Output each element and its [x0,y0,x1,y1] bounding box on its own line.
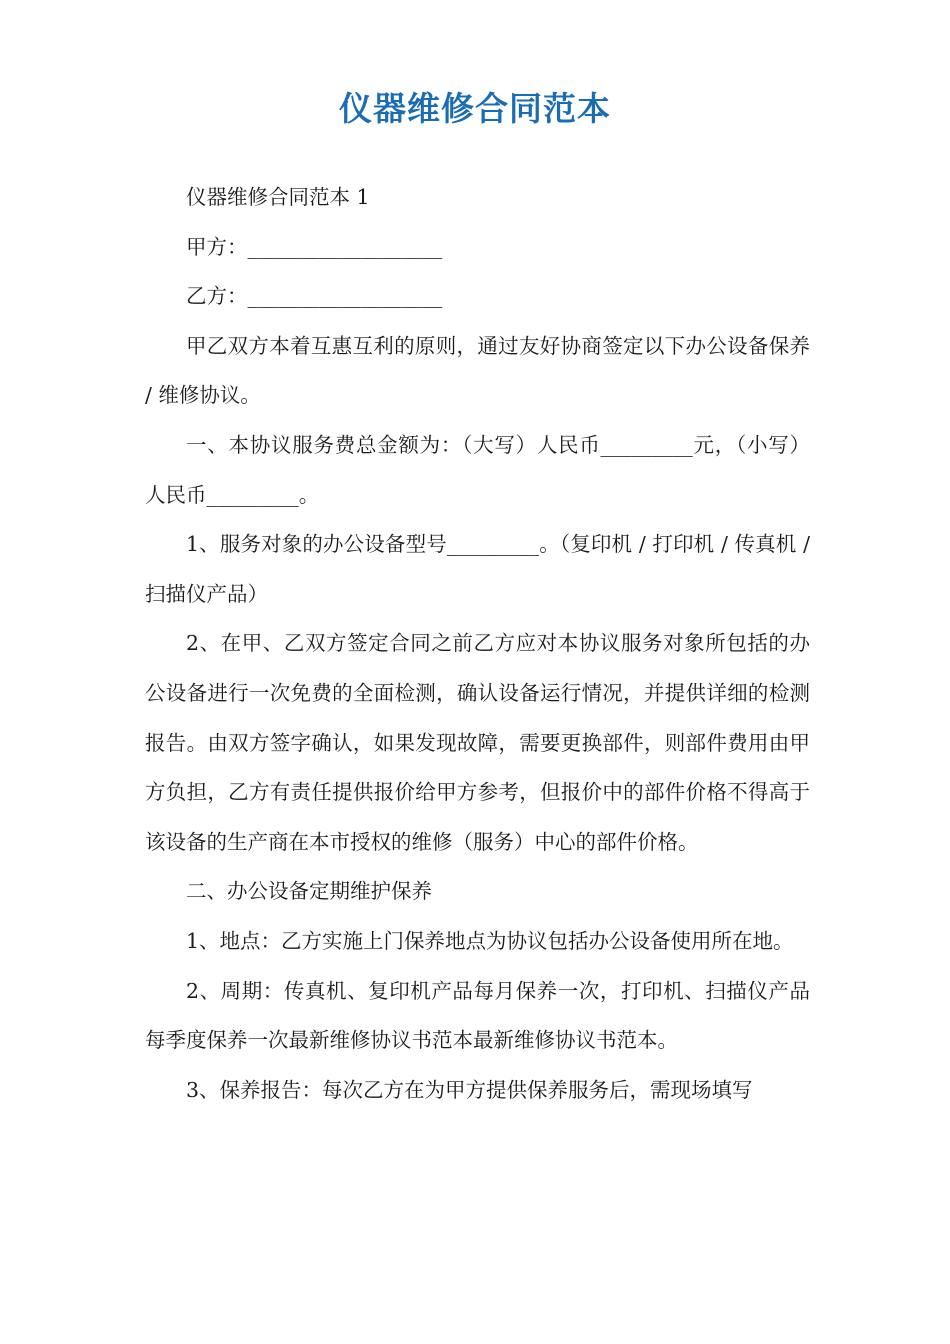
paragraph-equipment-model: 1、服务对象的办公设备型号_________。（复印机 / 打印机 / 传真机 / 扫描仪产品） [145,532,810,606]
paragraph-section-maintenance: 二、办公设备定期维护保养 [186,879,432,904]
paragraph-party-a: 甲方：___________________ [186,234,443,259]
paragraph-report: 3、保养报告：每次乙方在为甲方提供保养服务后，需现场填写 [186,1077,753,1102]
paragraph-cycle: 2、周期：传真机、复印机产品每月保养一次，打印机、扫描仪产品每季度保养一次最新维修协议书范本最新维修协议书范本。 [145,978,810,1053]
paragraph-intro: 甲乙双方本着互惠互利的原则，通过友好协商签定以下办公设备保养 / 维修协议。 [145,333,810,408]
document-title: 仪器维修合同范本 [339,89,611,128]
paragraph-fee: 一、本协议服务费总金额为：（大写）人民币_________元，（小写）人民币_________。 [145,432,810,507]
paragraph-inspection: 2、在甲、乙双方签定合同之前乙方应对本协议服务对象所包括的办公设备进行一次免费的全面检测，确认设备运行情况，并提供详细的检测报告。由双方签字确认，如果发现故障，需要更换部件，则部件费用由甲方负担，乙方有责任提供报价给甲方参考，但报价中的部件价格不得高于该设备的生产商在本市授权的维修（服务）中心的部件价格。 [145,631,810,854]
paragraph-party-b: 乙方：___________________ [186,284,443,309]
paragraph-location: 1、地点：乙方实施上门保养地点为协议包括办公设备使用所在地。 [186,928,794,953]
paragraph-heading: 仪器维修合同范本 1 [186,185,370,209]
document-body [145,173,810,1115]
